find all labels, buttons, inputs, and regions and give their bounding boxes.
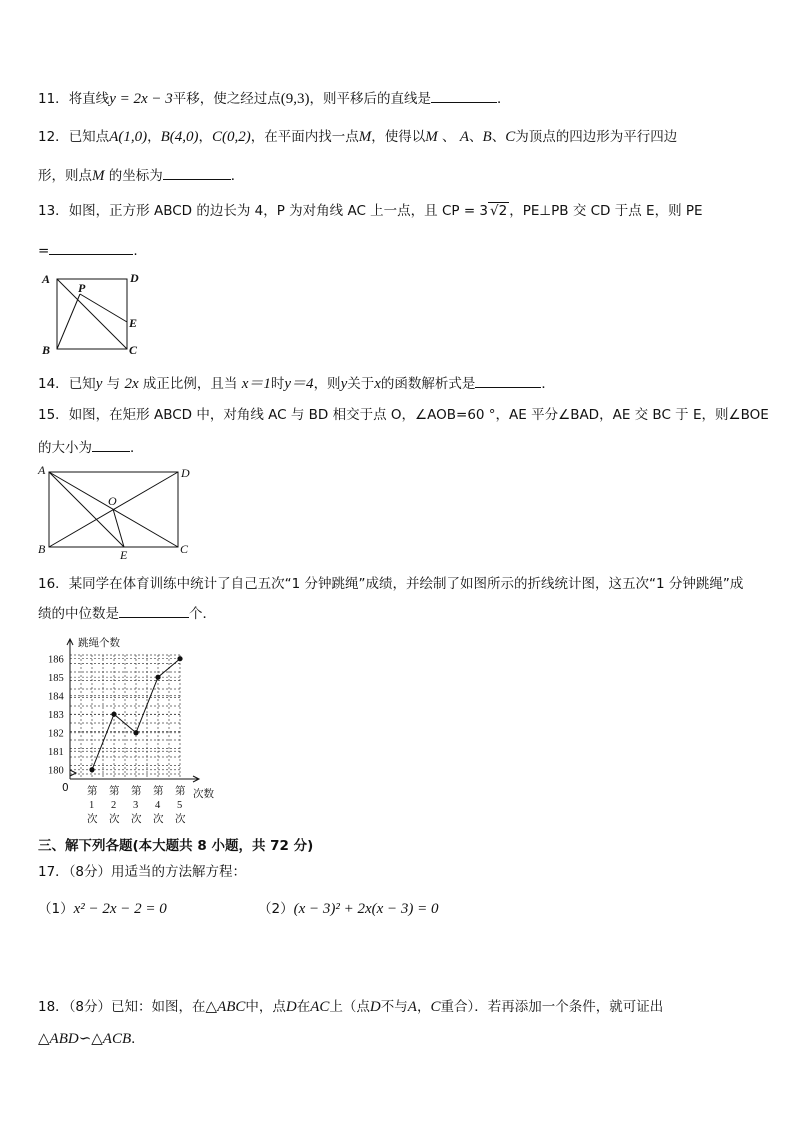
label-o: O [108, 494, 117, 508]
label-p: P [78, 281, 86, 295]
question-number: 14． [38, 376, 69, 392]
question-12-line2: 形，则点M 的坐标为 ． [38, 165, 244, 186]
question-13: 13．如图，正方形 ABCD 的边长为 4，P 为对角线 AC 上一点，且 CP = 3 √2 ，PE⊥PB 交 CD 于点 E，则 PE [38, 203, 703, 219]
x-tick-labels [87, 784, 186, 825]
question-number: 13． [38, 203, 69, 219]
label-b: B [38, 542, 46, 556]
data-point [89, 767, 94, 772]
x-tick-label: 次 [87, 814, 98, 825]
y-tick-label: 182 [48, 728, 64, 740]
origin-label: 0 [62, 782, 69, 794]
label-a: A [38, 463, 46, 477]
question-18: 18．（8分）已知：如图，在△ABC中，点D在AC上（点D不与A，C重合）．若再添加一个条件，就可证出 [38, 999, 664, 1015]
y-tick-label: 184 [48, 691, 64, 703]
y-tick-label: 181 [48, 747, 64, 759]
x-tick-label: 第 [131, 786, 142, 797]
question-12: 12．已知点A(1,0)，B(4,0)，C(0,2)，在平面内找一点M，使得以M 、 A、B、C为顶点的四边形为平行四边 [38, 129, 678, 145]
label-d: D [181, 466, 190, 480]
question-18-line2: △ABD∽△ACB． [38, 1031, 145, 1047]
y-tick-labels [48, 655, 65, 777]
data-point [133, 730, 138, 735]
x-tick-label: 4 [155, 800, 161, 811]
question-13-line2: = . [38, 240, 138, 261]
y-tick-label: 186 [48, 654, 64, 666]
question-11: 11．将直线y = 2x − 3平移，使之经过点(9,3)，则平移后的直线是 ． [38, 88, 511, 109]
chart-grid [70, 655, 182, 779]
question-15: 15．如图，在矩形 ABCD 中，对角线 AC 与 BD 相交于点 O，∠AOB=60 °，AE 平分∠BAD，AE 交 BC 于 E，则∠BOE [38, 407, 769, 423]
label-d: D [130, 271, 139, 285]
question-17: 17．（8分）用适当的方法解方程： [38, 864, 247, 880]
x-tick-label: 2 [111, 800, 117, 811]
x-tick-label: 5 [177, 800, 183, 811]
equation-2: (x − 3)² + 2x(x − 3) = 0 [293, 901, 439, 917]
x-tick-label: 次 [131, 814, 142, 825]
x-axis-label: 次数 [193, 788, 214, 800]
equation-1: x² − 2x − 2 = 0 [73, 901, 167, 917]
question-15-line2: 的大小为 ． [38, 437, 144, 458]
question-17-part1: （1）x² − 2x − 2 = 0 [38, 901, 167, 917]
y-tick-label: 185 [48, 673, 64, 685]
label-e: E [120, 548, 128, 562]
question-number: 15． [38, 407, 69, 423]
sqrt-radicand: √2 [490, 203, 508, 219]
label-c: C [180, 542, 189, 556]
question-16-line2: 绩的中位数是 个． [38, 603, 216, 624]
question-number: 12． [38, 129, 69, 145]
x-tick-label: 第 [87, 786, 98, 797]
x-tick-label: 1 [89, 800, 95, 811]
question-number: 17． [38, 864, 69, 880]
point: (9,3) [280, 91, 310, 107]
question-number: 11． [38, 91, 69, 107]
y-axis-label: 跳绳个数 [78, 637, 120, 649]
data-point [177, 656, 182, 661]
label-c: C [129, 343, 138, 357]
label-e: E [129, 316, 138, 330]
x-tick-label: 次 [153, 814, 164, 825]
question-14: 14．已知y 与 2x 成正比例，且当 x＝1时y＝4，则y关于x的函数解析式是 ． [38, 373, 555, 394]
x-tick-label: 次 [175, 814, 186, 825]
question-number: 18． [38, 999, 69, 1015]
x-tick-label: 3 [133, 800, 139, 811]
y-tick-label: 183 [48, 710, 64, 722]
x-tick-label: 第 [175, 786, 186, 797]
x-tick-label: 次 [109, 814, 120, 825]
equation: y = 2x − 3 [109, 91, 173, 107]
data-point [111, 712, 116, 717]
label-a: A [42, 272, 51, 286]
x-tick-label: 第 [153, 786, 164, 797]
axis-break [70, 770, 76, 776]
question-17-part2: （2）(x − 3)² + 2x(x − 3) = 0 [258, 901, 439, 917]
data-point [155, 675, 160, 680]
x-tick-label: 第 [109, 786, 120, 797]
question-16: 16．某同学在体育训练中统计了自己五次“1 分钟跳绳”成绩，并绘制了如图所示的折线统计图，这五次“1 分钟跳绳”成 [38, 576, 744, 592]
y-tick-label: 180 [48, 765, 64, 777]
label-b: B [42, 343, 51, 357]
question-number: 16． [38, 576, 69, 592]
section-3-title: 三、解下列各题(本大题共 8 小题，共 72 分) [38, 838, 314, 854]
